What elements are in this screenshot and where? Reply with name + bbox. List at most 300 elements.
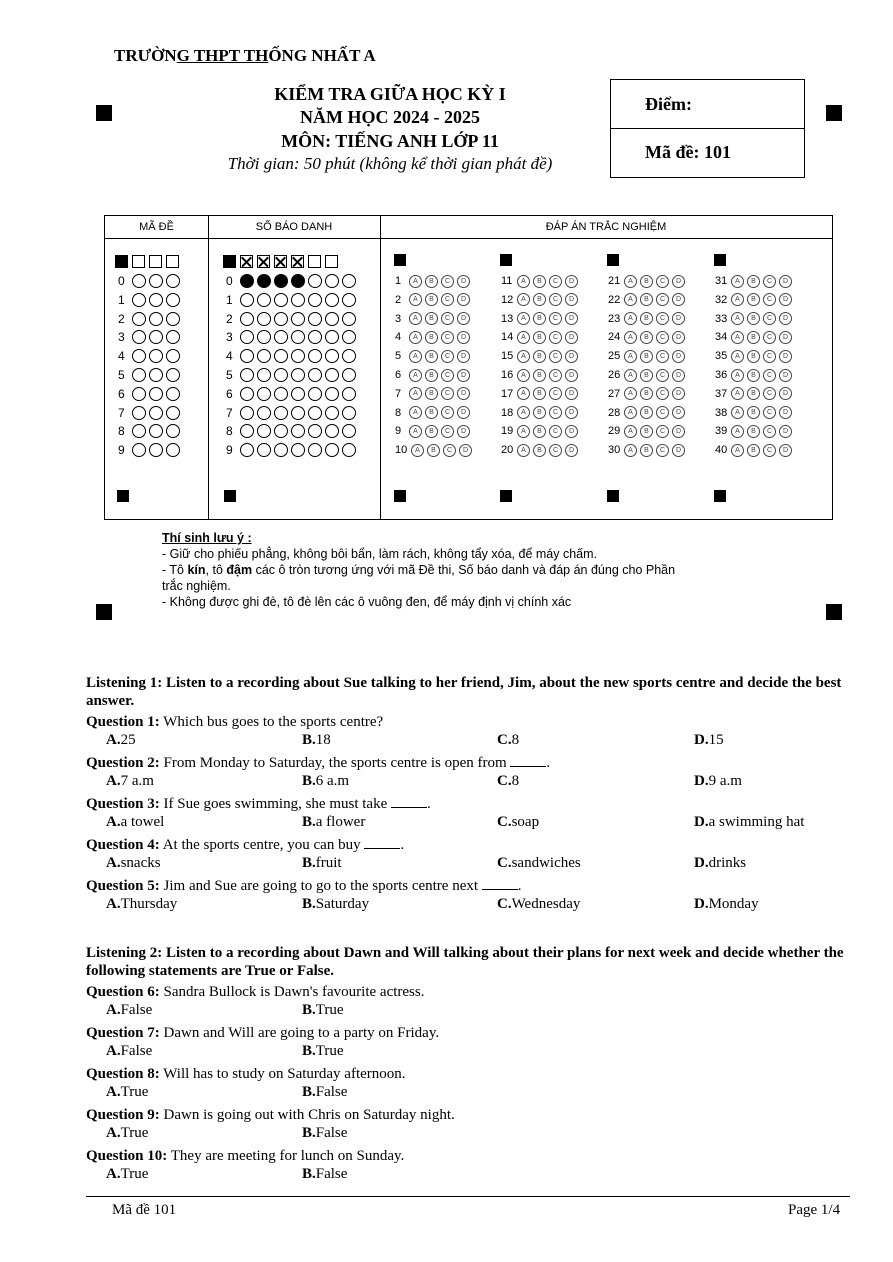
option-d[interactable]: [694, 854, 747, 872]
answer-option-d[interactable]: D: [672, 331, 685, 344]
answer-option-c[interactable]: C: [549, 406, 562, 419]
option-b[interactable]: [302, 772, 350, 790]
answer-option-a[interactable]: A: [409, 331, 422, 344]
answer-option-a[interactable]: A: [731, 387, 744, 400]
answer-option-c[interactable]: C: [656, 387, 669, 400]
code-bubble[interactable]: [166, 443, 180, 457]
id-bubble[interactable]: [342, 443, 356, 457]
answer-option-b[interactable]: B: [533, 350, 546, 363]
answer-option-c[interactable]: C: [441, 350, 454, 363]
answer-option-a[interactable]: A: [624, 387, 637, 400]
id-bubble[interactable]: [308, 274, 322, 288]
option-a[interactable]: [106, 731, 136, 749]
answer-option-c[interactable]: C: [656, 275, 669, 288]
option-a[interactable]: [106, 1083, 149, 1101]
answer-option-a[interactable]: A: [517, 293, 530, 306]
answer-option-b[interactable]: B: [425, 387, 438, 400]
answer-option-d[interactable]: D: [779, 331, 792, 344]
answer-row: [715, 404, 795, 422]
answer-option-d[interactable]: D: [779, 293, 792, 306]
answer-number: 34: [715, 331, 728, 344]
code-bubble[interactable]: [132, 387, 146, 401]
code-bubble[interactable]: [132, 312, 146, 326]
code-bubble[interactable]: [149, 274, 163, 288]
code-bubble[interactable]: [132, 424, 146, 438]
answer-option-a[interactable]: A: [624, 350, 637, 363]
answer-option-d[interactable]: D: [565, 444, 578, 457]
answer-option-c[interactable]: C: [656, 369, 669, 382]
answer-option-d[interactable]: D: [565, 406, 578, 419]
id-bubble[interactable]: [308, 312, 322, 326]
answer-option-b[interactable]: B: [425, 275, 438, 288]
answer-option-a[interactable]: A: [411, 444, 424, 457]
answer-option-a[interactable]: A: [624, 293, 637, 306]
code-bubble[interactable]: [132, 293, 146, 307]
answer-option-b[interactable]: B: [747, 312, 760, 325]
option-a[interactable]: [106, 854, 161, 872]
option-c[interactable]: [497, 854, 581, 872]
id-bubble[interactable]: [274, 443, 288, 457]
id-bubble[interactable]: [240, 330, 254, 344]
answer-option-d[interactable]: D: [779, 350, 792, 363]
answer-option-b[interactable]: B: [533, 444, 546, 457]
answer-option-d[interactable]: D: [779, 275, 792, 288]
id-bubble[interactable]: [325, 293, 339, 307]
answer-option-a[interactable]: A: [624, 406, 637, 419]
id-bubble[interactable]: [240, 424, 254, 438]
answer-option-b[interactable]: B: [747, 350, 760, 363]
answer-option-a[interactable]: A: [731, 293, 744, 306]
id-bubble[interactable]: [342, 406, 356, 420]
id-bubble[interactable]: [308, 424, 322, 438]
option-d[interactable]: [694, 895, 759, 913]
answer-option-a[interactable]: A: [517, 406, 530, 419]
answer-option-b[interactable]: B: [640, 387, 653, 400]
answer-option-b[interactable]: B: [425, 312, 438, 325]
answer-option-b[interactable]: B: [533, 387, 546, 400]
code-bubble[interactable]: [132, 330, 146, 344]
answer-option-b[interactable]: B: [640, 331, 653, 344]
code-bubble[interactable]: [132, 274, 146, 288]
answer-option-c[interactable]: C: [656, 331, 669, 344]
answer-option-d[interactable]: D: [459, 444, 472, 457]
answer-option-a[interactable]: A: [624, 369, 637, 382]
answer-option-c[interactable]: C: [763, 331, 776, 344]
answer-option-c[interactable]: C: [656, 293, 669, 306]
id-bubble[interactable]: [325, 274, 339, 288]
answer-option-b[interactable]: B: [640, 444, 653, 457]
answer-option-c[interactable]: C: [441, 331, 454, 344]
answer-option-b[interactable]: B: [533, 312, 546, 325]
answer-option-a[interactable]: A: [517, 425, 530, 438]
answer-option-d[interactable]: D: [457, 406, 470, 419]
answer-option-d[interactable]: D: [779, 425, 792, 438]
option-b[interactable]: [302, 1042, 344, 1060]
id-bubble[interactable]: [257, 330, 271, 344]
code-bubble[interactable]: [166, 330, 180, 344]
code-bubble[interactable]: [166, 424, 180, 438]
answer-option-c[interactable]: C: [656, 425, 669, 438]
id-bubble[interactable]: [342, 330, 356, 344]
answer-option-a[interactable]: A: [517, 444, 530, 457]
answer-option-d[interactable]: D: [565, 275, 578, 288]
id-bubble[interactable]: [342, 349, 356, 363]
answer-option-c[interactable]: C: [656, 350, 669, 363]
id-bubble[interactable]: [291, 274, 305, 288]
code-bubble[interactable]: [132, 368, 146, 382]
answer-option-d[interactable]: D: [457, 425, 470, 438]
id-bubble[interactable]: [257, 312, 271, 326]
answer-option-b[interactable]: B: [533, 293, 546, 306]
answer-option-c[interactable]: C: [441, 387, 454, 400]
answer-option-d[interactable]: D: [565, 312, 578, 325]
id-bubble[interactable]: [274, 330, 288, 344]
answer-option-b[interactable]: B: [425, 350, 438, 363]
id-bubble[interactable]: [274, 368, 288, 382]
code-bubble[interactable]: [166, 312, 180, 326]
option-b[interactable]: [302, 1001, 344, 1019]
code-bubble[interactable]: [149, 330, 163, 344]
answer-option-d[interactable]: D: [672, 350, 685, 363]
code-bubble[interactable]: [132, 443, 146, 457]
code-bubble[interactable]: [149, 443, 163, 457]
answer-option-b[interactable]: B: [747, 387, 760, 400]
answer-option-b[interactable]: B: [533, 406, 546, 419]
answer-option-a[interactable]: A: [517, 350, 530, 363]
id-bubble[interactable]: [274, 293, 288, 307]
id-bubble[interactable]: [342, 424, 356, 438]
answer-option-b[interactable]: B: [747, 369, 760, 382]
answer-option-d[interactable]: D: [457, 369, 470, 382]
code-bubble[interactable]: [149, 349, 163, 363]
option-b[interactable]: [302, 813, 366, 831]
answer-option-c[interactable]: C: [441, 293, 454, 306]
answer-option-a[interactable]: A: [517, 312, 530, 325]
id-bubble[interactable]: [342, 312, 356, 326]
id-bubble[interactable]: [240, 349, 254, 363]
question-options: [86, 895, 851, 913]
answer-option-c[interactable]: C: [549, 387, 562, 400]
id-bubble[interactable]: [240, 406, 254, 420]
code-bubble[interactable]: [132, 349, 146, 363]
answer-option-b[interactable]: B: [747, 331, 760, 344]
answer-option-b[interactable]: B: [427, 444, 440, 457]
option-b[interactable]: [302, 1124, 348, 1142]
id-bubble[interactable]: [240, 387, 254, 401]
answer-option-d[interactable]: D: [672, 425, 685, 438]
answer-option-b[interactable]: B: [747, 425, 760, 438]
id-bubble[interactable]: [308, 387, 322, 401]
answer-option-a[interactable]: A: [624, 275, 637, 288]
answer-option-b[interactable]: B: [533, 369, 546, 382]
answer-option-b[interactable]: B: [640, 293, 653, 306]
answer-option-d[interactable]: D: [672, 444, 685, 457]
answer-option-d[interactable]: D: [779, 312, 792, 325]
id-bubble[interactable]: [291, 387, 305, 401]
id-bubble[interactable]: [291, 368, 305, 382]
answer-option-a[interactable]: A: [409, 425, 422, 438]
answer-option-d[interactable]: D: [457, 293, 470, 306]
code-bubble[interactable]: [149, 368, 163, 382]
option-b[interactable]: [302, 1083, 348, 1101]
code-bubble[interactable]: [166, 387, 180, 401]
answer-option-b[interactable]: B: [747, 275, 760, 288]
question-options: [86, 772, 851, 790]
answer-option-c[interactable]: C: [549, 350, 562, 363]
id-bubble[interactable]: [342, 387, 356, 401]
answer-option-a[interactable]: A: [731, 275, 744, 288]
answer-option-a[interactable]: A: [409, 387, 422, 400]
option-text: True: [315, 1043, 344, 1059]
id-bubble[interactable]: [240, 312, 254, 326]
answer-option-b[interactable]: B: [640, 312, 653, 325]
answer-option-d[interactable]: D: [457, 331, 470, 344]
answer-option-d[interactable]: D: [565, 387, 578, 400]
id-bubble[interactable]: [291, 443, 305, 457]
id-bubble[interactable]: [308, 368, 322, 382]
code-bubble[interactable]: [166, 274, 180, 288]
answer-option-a[interactable]: A: [731, 312, 744, 325]
answer-option-b[interactable]: B: [533, 275, 546, 288]
answer-option-d[interactable]: D: [565, 369, 578, 382]
option-c[interactable]: [497, 772, 520, 790]
code-bubble[interactable]: [149, 312, 163, 326]
id-bubble[interactable]: [342, 293, 356, 307]
answer-option-a[interactable]: A: [624, 444, 637, 457]
option-prefix: A.: [106, 732, 121, 748]
answer-option-b[interactable]: B: [747, 406, 760, 419]
id-bubble[interactable]: [325, 349, 339, 363]
answer-option-a[interactable]: A: [409, 275, 422, 288]
answer-option-d[interactable]: D: [672, 293, 685, 306]
option-text: 8: [511, 773, 520, 789]
id-bubble[interactable]: [342, 274, 356, 288]
id-bubble[interactable]: [325, 443, 339, 457]
option-a[interactable]: [106, 1001, 153, 1019]
answer-option-c[interactable]: C: [441, 312, 454, 325]
code-bubble[interactable]: [166, 368, 180, 382]
answer-option-a[interactable]: A: [624, 425, 637, 438]
code-bubble[interactable]: [149, 293, 163, 307]
answer-option-c[interactable]: C: [549, 275, 562, 288]
answer-option-b[interactable]: B: [640, 350, 653, 363]
option-d[interactable]: [694, 813, 805, 831]
id-bubble[interactable]: [308, 349, 322, 363]
answer-option-d[interactable]: D: [779, 444, 792, 457]
option-a[interactable]: [106, 1042, 153, 1060]
answer-option-a[interactable]: A: [731, 406, 744, 419]
answer-option-d[interactable]: D: [457, 275, 470, 288]
id-bubble[interactable]: [325, 368, 339, 382]
answer-option-b[interactable]: B: [425, 425, 438, 438]
answer-option-d[interactable]: D: [672, 312, 685, 325]
answer-option-a[interactable]: A: [409, 406, 422, 419]
code-bubble[interactable]: [166, 349, 180, 363]
answer-option-b[interactable]: B: [640, 406, 653, 419]
id-bubble[interactable]: [240, 368, 254, 382]
id-bubble[interactable]: [257, 443, 271, 457]
option-a[interactable]: [106, 1124, 149, 1142]
answer-option-c[interactable]: C: [763, 406, 776, 419]
answer-option-a[interactable]: A: [624, 331, 637, 344]
code-bubble[interactable]: [149, 424, 163, 438]
option-b[interactable]: [302, 731, 331, 749]
answer-option-b[interactable]: B: [533, 331, 546, 344]
answer-option-c[interactable]: C: [763, 350, 776, 363]
answer-option-b[interactable]: B: [747, 444, 760, 457]
code-bubble[interactable]: [166, 406, 180, 420]
id-bubble[interactable]: [240, 443, 254, 457]
option-c[interactable]: [497, 731, 520, 749]
id-bubble[interactable]: [291, 424, 305, 438]
answer-option-d[interactable]: D: [565, 293, 578, 306]
id-bubble[interactable]: [325, 330, 339, 344]
id-bubble[interactable]: [257, 293, 271, 307]
id-bubble[interactable]: [274, 274, 288, 288]
option-b[interactable]: [302, 895, 370, 913]
id-bubble[interactable]: [257, 406, 271, 420]
option-d[interactable]: [694, 731, 724, 749]
answer-option-c[interactable]: C: [656, 444, 669, 457]
option-a[interactable]: [106, 895, 178, 913]
answer-option-a[interactable]: A: [731, 350, 744, 363]
answer-option-c[interactable]: C: [656, 312, 669, 325]
option-c[interactable]: [497, 895, 581, 913]
code-bubble[interactable]: [132, 406, 146, 420]
id-bubble[interactable]: [325, 312, 339, 326]
option-b[interactable]: [302, 1165, 348, 1183]
option-c[interactable]: [497, 813, 540, 831]
answer-option-d[interactable]: D: [457, 350, 470, 363]
answer-option-d[interactable]: D: [565, 331, 578, 344]
answer-option-a[interactable]: A: [731, 444, 744, 457]
footer-page-number: Page 1/4: [788, 1202, 841, 1218]
answer-option-c[interactable]: C: [549, 312, 562, 325]
id-bubble[interactable]: [291, 312, 305, 326]
answer-option-c[interactable]: C: [549, 425, 562, 438]
answer-option-c[interactable]: C: [441, 406, 454, 419]
answer-option-b[interactable]: B: [425, 406, 438, 419]
answer-option-a[interactable]: A: [409, 293, 422, 306]
id-bubble[interactable]: [291, 406, 305, 420]
answer-option-c[interactable]: C: [549, 293, 562, 306]
answer-option-c[interactable]: C: [549, 369, 562, 382]
answer-option-b[interactable]: B: [425, 331, 438, 344]
answer-row: [395, 347, 473, 365]
id-bubble[interactable]: [291, 330, 305, 344]
answer-option-d[interactable]: D: [779, 406, 792, 419]
answer-option-a[interactable]: A: [731, 331, 744, 344]
answer-option-b[interactable]: B: [640, 369, 653, 382]
answer-option-c[interactable]: C: [443, 444, 456, 457]
id-bubble[interactable]: [257, 368, 271, 382]
id-bubble[interactable]: [257, 387, 271, 401]
answer-option-a[interactable]: A: [409, 350, 422, 363]
answer-option-c[interactable]: C: [441, 369, 454, 382]
answer-option-b[interactable]: B: [425, 293, 438, 306]
code-bubble[interactable]: [149, 387, 163, 401]
answer-option-d[interactable]: D: [565, 425, 578, 438]
option-a[interactable]: [106, 772, 154, 790]
answer-option-a[interactable]: A: [731, 369, 744, 382]
id-bubble[interactable]: [291, 349, 305, 363]
id-bubble[interactable]: [274, 406, 288, 420]
id-bubble[interactable]: [308, 293, 322, 307]
id-bubble[interactable]: [342, 368, 356, 382]
id-bubble[interactable]: [274, 387, 288, 401]
id-bubble[interactable]: [274, 312, 288, 326]
answer-option-c[interactable]: C: [763, 312, 776, 325]
id-bubble[interactable]: [308, 406, 322, 420]
answer-option-b[interactable]: B: [640, 275, 653, 288]
id-bubble[interactable]: [257, 424, 271, 438]
answer-option-a[interactable]: A: [517, 387, 530, 400]
answer-option-c[interactable]: C: [763, 275, 776, 288]
answer-option-c[interactable]: C: [763, 369, 776, 382]
answer-option-c[interactable]: C: [549, 331, 562, 344]
answer-option-a[interactable]: A: [731, 425, 744, 438]
answer-option-c[interactable]: C: [763, 293, 776, 306]
answer-option-b[interactable]: B: [640, 425, 653, 438]
answer-option-c[interactable]: C: [441, 275, 454, 288]
answer-option-b[interactable]: B: [425, 369, 438, 382]
answer-option-d[interactable]: D: [565, 350, 578, 363]
code-bubble[interactable]: [149, 406, 163, 420]
id-bubble[interactable]: [308, 330, 322, 344]
id-bubble[interactable]: [257, 274, 271, 288]
answer-option-c[interactable]: C: [763, 387, 776, 400]
id-bubble[interactable]: [308, 443, 322, 457]
id-bubble[interactable]: [257, 349, 271, 363]
answer-option-d[interactable]: D: [672, 406, 685, 419]
answer-option-d[interactable]: D: [672, 369, 685, 382]
option-a[interactable]: [106, 813, 165, 831]
answer-option-b[interactable]: B: [533, 425, 546, 438]
answer-option-c[interactable]: C: [441, 425, 454, 438]
answer-option-a[interactable]: A: [517, 331, 530, 344]
id-bubble[interactable]: [291, 293, 305, 307]
id-bubble[interactable]: [240, 274, 254, 288]
answer-option-d[interactable]: D: [672, 275, 685, 288]
id-bubble[interactable]: [325, 424, 339, 438]
answer-number: 25: [608, 350, 621, 363]
answer-option-c[interactable]: C: [763, 425, 776, 438]
id-bubble[interactable]: [274, 424, 288, 438]
answer-option-d[interactable]: D: [457, 387, 470, 400]
option-a[interactable]: [106, 1165, 149, 1183]
id-bubble[interactable]: [240, 293, 254, 307]
answer-option-d[interactable]: D: [457, 312, 470, 325]
answer-option-b[interactable]: B: [747, 293, 760, 306]
answer-option-a[interactable]: A: [517, 275, 530, 288]
answer-option-d[interactable]: D: [779, 387, 792, 400]
answer-option-a[interactable]: A: [517, 369, 530, 382]
id-bubble[interactable]: [325, 387, 339, 401]
id-bubble[interactable]: [274, 349, 288, 363]
answer-option-c[interactable]: C: [763, 444, 776, 457]
id-bubble[interactable]: [325, 406, 339, 420]
answer-option-a[interactable]: A: [409, 312, 422, 325]
code-bubble[interactable]: [166, 293, 180, 307]
option-d[interactable]: [694, 772, 742, 790]
answer-option-c[interactable]: C: [656, 406, 669, 419]
answer-option-a[interactable]: A: [409, 369, 422, 382]
answer-option-c[interactable]: C: [549, 444, 562, 457]
option-b[interactable]: [302, 854, 342, 872]
answer-option-d[interactable]: D: [779, 369, 792, 382]
answer-option-a[interactable]: A: [624, 312, 637, 325]
answer-option-d[interactable]: D: [672, 387, 685, 400]
